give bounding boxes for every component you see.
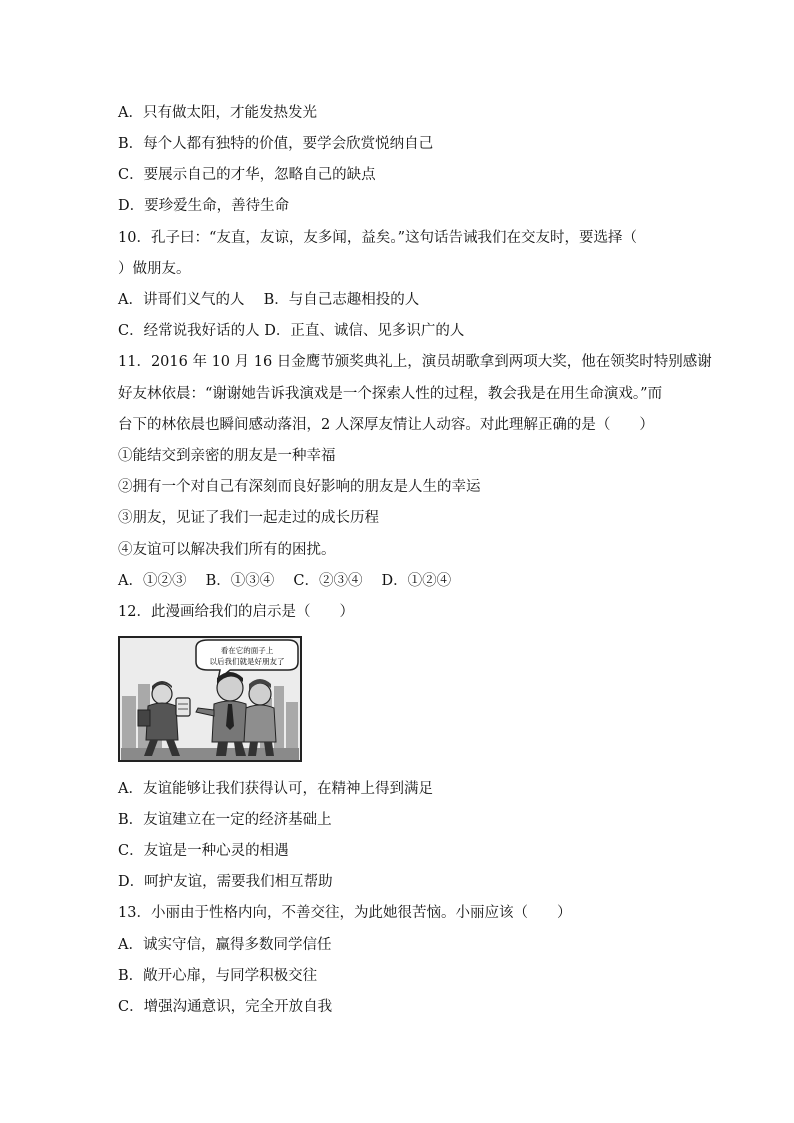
cartoon-bubble-line2: 以后我们就是好朋友了: [209, 657, 285, 666]
q11-stem-line1: 11．2016 年 10 月 16 日金鹰节颁奖典礼上，演员胡歌拿到两项大奖，他在领奖时特别感谢: [118, 354, 712, 370]
q10-options-line1: A．讲哥们义气的人 B．与自己志趣相投的人: [118, 292, 420, 308]
q13-option-b: B．敞开心扉，与同学积极交往: [118, 968, 318, 984]
q12-option-b: B．友谊建立在一定的经济基础上: [118, 812, 332, 828]
q12-option-d: D．呵护友谊，需要我们相互帮助: [118, 874, 333, 890]
q9-option-a: A．只有做太阳，才能发热发光: [118, 105, 317, 121]
q11-item-4: ④友谊可以解决我们所有的困扰。: [118, 542, 336, 558]
q10-stem-line2: ）做朋友。: [118, 261, 191, 277]
q11-stem-line2: 好友林依晨：“谢谢她告诉我演戏是一个探索人性的过程，教会我是在用生命演戏。”而: [118, 386, 663, 402]
q12-option-c: C．友谊是一种心灵的相遇: [118, 843, 289, 859]
q11-options: A．①②③ B．①③④ C．②③④ D．①②④: [118, 573, 452, 589]
q9-option-d: D．要珍爱生命，善待生命: [118, 198, 290, 214]
q12-cartoon-image: [118, 636, 302, 762]
q13-option-c: C．增强沟通意识，完全开放自我: [118, 999, 333, 1015]
q10-stem-line1: 10．孔子曰：“友直，友谅，友多闻，益矣。”这句话告诫我们在交友时，要选择（: [118, 230, 638, 246]
q12-option-a: A．友谊能够让我们获得认可，在精神上得到满足: [118, 781, 433, 797]
q11-item-1: ①能结交到亲密的朋友是一种幸福: [118, 448, 336, 464]
q9-option-c: C．要展示自己的才华，忽略自己的缺点: [118, 167, 376, 183]
q10-options-line2: C．经常说我好话的人 D．正直、诚信、见多识广的人: [118, 323, 465, 339]
q12-stem: 12．此漫画给我们的启示是（ ）: [118, 604, 354, 620]
q11-stem-line3: 台下的林依晨也瞬间感动落泪，2 人深厚友情让人动容。对此理解正确的是（ ）: [118, 417, 654, 433]
q11-item-3: ③朋友，见证了我们一起走过的成长历程: [118, 510, 379, 526]
q13-option-a: A．诚实守信，赢得多数同学信任: [118, 937, 332, 953]
q11-item-2: ②拥有一个对自己有深刻而良好影响的朋友是人生的幸运: [118, 479, 481, 495]
cartoon-bubble-line1: 看在它的面子上: [220, 646, 274, 655]
q13-stem: 13．小丽由于性格内向，不善交往，为此她很苦恼。小丽应该（ ）: [118, 905, 572, 921]
q9-option-b: B．每个人都有独特的价值，要学会欣赏悦纳自己: [118, 136, 434, 152]
